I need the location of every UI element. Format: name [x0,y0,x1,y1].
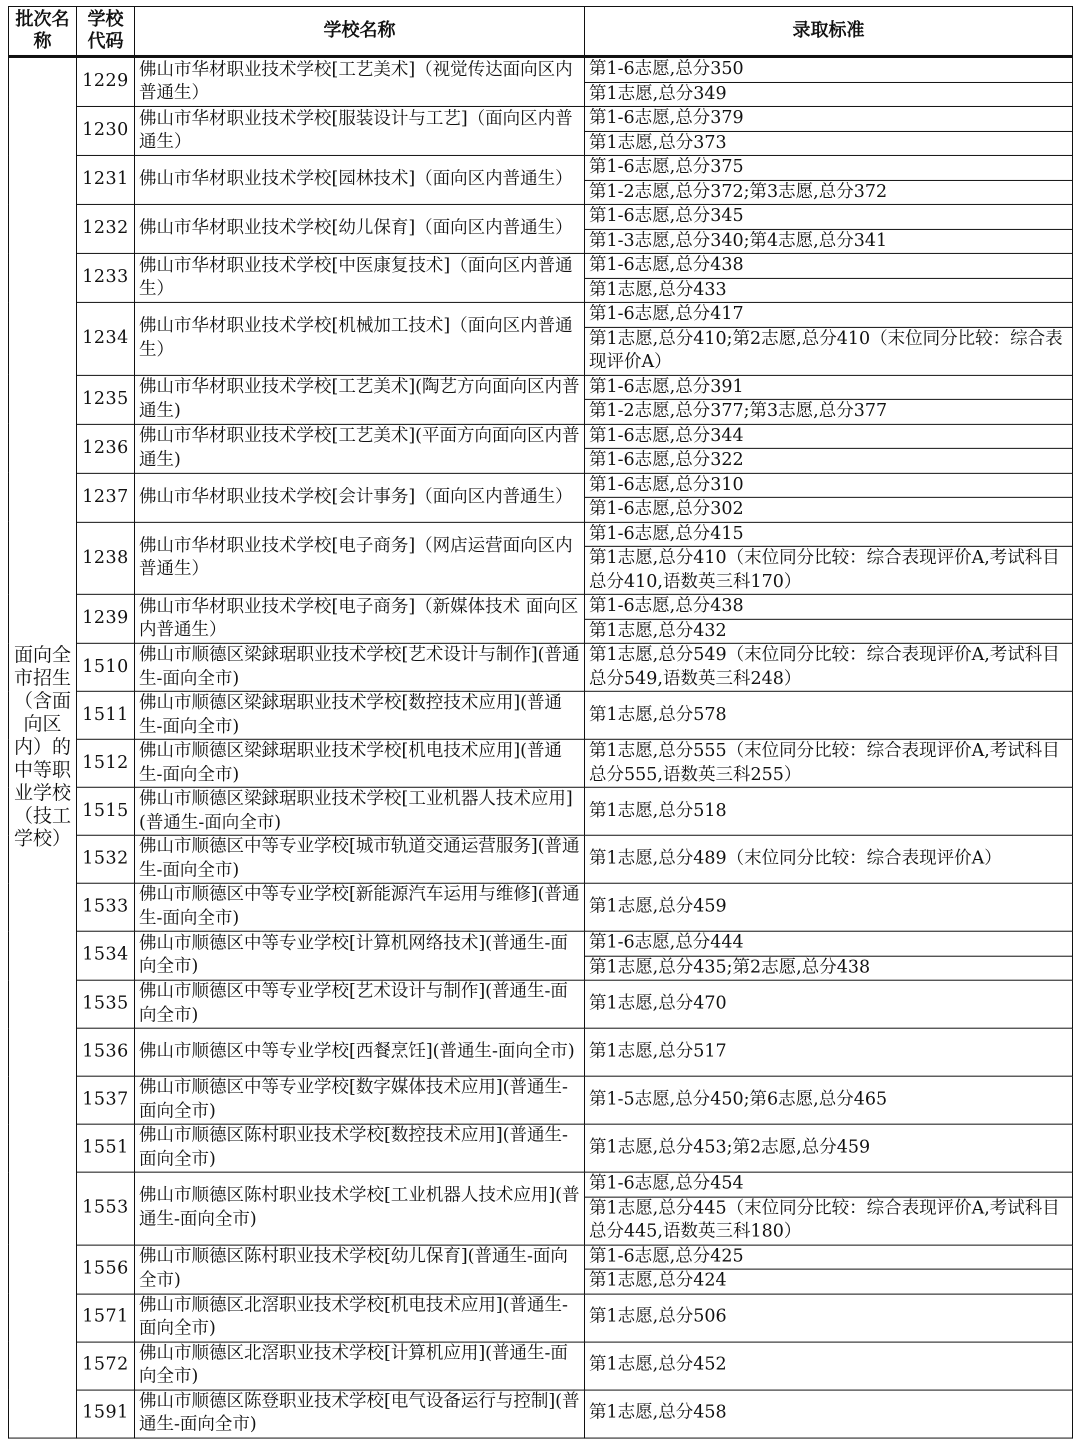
school-name-cell: 佛山市华材职业技术学校[服装设计与工艺]（面向区内普通生） [135,106,585,155]
table-row [9,931,1073,980]
school-code-cell: 1236 [77,424,135,473]
criteria-line: 第1-6志愿,总分310 [589,474,744,495]
table-row [9,1124,1073,1172]
school-code-cell: 1537 [77,1076,135,1124]
table-row [9,106,1073,155]
criteria-cell [585,643,1073,691]
school-code-cell: 1234 [77,302,135,374]
school-name-cell: 佛山市华材职业技术学校[园林技术]（面向区内普通生） [135,155,585,204]
criteria-cell [585,56,1073,106]
table-row [9,56,1073,106]
school-name-cell: 佛山市华材职业技术学校[电子商务]（新媒体技术 面向区内普通生） [135,594,585,643]
school-name-cell: 佛山市华材职业技术学校[工艺美术](平面方向面向区内普通生) [135,424,585,473]
criteria-line: 第1-6志愿,总分344 [589,425,744,446]
table-row [9,424,1073,473]
school-code-cell: 1237 [77,473,135,522]
header-row [9,6,1073,56]
school-name-cell: 佛山市华材职业技术学校[中医康复技术]（面向区内普通生） [135,253,585,302]
criteria-line: 第1志愿,总分433 [585,277,1072,301]
criteria-line: 第1-6志愿,总分379 [589,107,744,128]
criteria-line: 第1志愿,总分410（末位同分比较：综合表现评价A,考试科目总分410,语数英三科170） [585,546,1072,594]
criteria-cell [585,980,1073,1028]
school-code-cell: 1556 [77,1245,135,1294]
school-code-cell: 1553 [77,1172,135,1244]
school-code-cell: 1510 [77,643,135,691]
criteria-line: 第1-6志愿,总分391 [589,376,744,397]
school-code-cell: 1511 [77,691,135,739]
table-row [9,302,1073,374]
school-code-cell: 1515 [77,787,135,835]
table-row [9,1390,1073,1438]
criteria-cell [585,473,1073,522]
criteria-line: 第1-2志愿,总分377;第3志愿,总分377 [585,399,1072,423]
school-name-cell: 佛山市顺德区梁銶琚职业技术学校[艺术设计与制作](普通生-面向全市) [135,643,585,691]
criteria-cell [585,1028,1073,1076]
school-code-cell: 1512 [77,739,135,787]
table-row [9,835,1073,883]
table-row [9,1028,1073,1076]
table-row [9,253,1073,302]
school-code-cell: 1238 [77,522,135,594]
table-row [9,1342,1073,1390]
school-name-cell: 佛山市华材职业技术学校[工艺美术]（视觉传达面向区内普通生） [135,56,585,106]
criteria-cell [585,253,1073,302]
criteria-line: 第1-6志愿,总分417 [589,303,744,324]
school-code-cell: 1536 [77,1028,135,1076]
criteria-line: 第1志愿,总分410;第2志愿,总分410（末位同分比较：综合表现评价A） [585,326,1072,374]
school-name-cell: 佛山市顺德区北滘职业技术学校[计算机应用](普通生-面向全市) [135,1342,585,1390]
criteria-cell [585,739,1073,787]
table-row [9,1294,1073,1342]
criteria-line: 第1志愿,总分373 [585,130,1072,154]
table-row [9,980,1073,1028]
criteria-line: 第1志愿,总分459 [589,896,727,917]
criteria-line: 第1-5志愿,总分450;第6志愿,总分465 [589,1089,888,1110]
header-criteria: 录取标准 [585,6,1073,56]
school-code-cell: 1591 [77,1390,135,1438]
school-name-cell: 佛山市顺德区陈村职业技术学校[工业机器人技术应用](普通生-面向全市) [135,1172,585,1244]
criteria-cell [585,1294,1073,1342]
school-name-cell: 佛山市顺德区梁銶琚职业技术学校[工业机器人技术应用](普通生-面向全市) [135,787,585,835]
criteria-line: 第1志愿,总分470 [589,993,727,1014]
criteria-cell [585,155,1073,204]
school-code-cell: 1532 [77,835,135,883]
table-row [9,691,1073,739]
table-row [9,1172,1073,1244]
table-body [9,56,1073,1437]
school-name-cell: 佛山市华材职业技术学校[会计事务]（面向区内普通生） [135,473,585,522]
criteria-cell [585,106,1073,155]
school-name-cell: 佛山市顺德区中等专业学校[艺术设计与制作](普通生-面向全市) [135,980,585,1028]
criteria-line: 第1志愿,总分555（末位同分比较：综合表现评价A,考试科目总分555,语数英三科255） [589,740,1060,785]
header-name: 学校名称 [135,6,585,56]
header-batch: 批次名称 [9,6,77,56]
criteria-cell [585,1172,1073,1244]
table-row [9,473,1073,522]
criteria-line: 第1-6志愿,总分415 [589,523,744,544]
school-code-cell: 1230 [77,106,135,155]
school-name-cell: 佛山市顺德区中等专业学校[计算机网络技术](普通生-面向全市) [135,931,585,980]
criteria-cell [585,1076,1073,1124]
criteria-cell [585,302,1073,374]
school-name-cell: 佛山市顺德区中等专业学校[城市轨道交通运营服务](普通生-面向全市) [135,835,585,883]
criteria-line: 第1志愿,总分424 [585,1269,1072,1293]
criteria-cell [585,204,1073,253]
school-code-cell: 1535 [77,980,135,1028]
criteria-cell [585,594,1073,643]
criteria-line: 第1-6志愿,总分425 [589,1246,744,1267]
table-row [9,522,1073,594]
school-code-cell: 1232 [77,204,135,253]
criteria-cell [585,375,1073,424]
criteria-cell [585,691,1073,739]
header-code: 学校代码 [77,6,135,56]
criteria-line: 第1志愿,总分549（末位同分比较：综合表现评价A,考试科目总分549,语数英三科248） [589,644,1060,689]
criteria-cell [585,1342,1073,1390]
criteria-line: 第1志愿,总分578 [589,704,727,725]
table-row [9,155,1073,204]
criteria-line: 第1志愿,总分517 [589,1041,727,1062]
school-name-cell: 佛山市顺德区梁銶琚职业技术学校[机电技术应用](普通生-面向全市) [135,739,585,787]
criteria-cell [585,787,1073,835]
school-name-cell: 佛山市华材职业技术学校[机械加工技术]（面向区内普通生） [135,302,585,374]
school-code-cell: 1551 [77,1124,135,1172]
criteria-line: 第1-3志愿,总分340;第4志愿,总分341 [585,228,1072,252]
school-name-cell: 佛山市顺德区中等专业学校[新能源汽车运用与维修](普通生-面向全市) [135,883,585,931]
school-code-cell: 1572 [77,1342,135,1390]
table-row [9,375,1073,424]
school-code-cell: 1571 [77,1294,135,1342]
batch-name-cell: 面向全市招生（含面向区内）的中等职业学校（技工学校） [9,56,77,1437]
school-name-cell: 佛山市顺德区梁銶琚职业技术学校[数控技术应用](普通生-面向全市) [135,691,585,739]
table-row [9,643,1073,691]
school-name-cell: 佛山市顺德区陈登职业技术学校[电气设备运行与控制](普通生-面向全市) [135,1390,585,1438]
criteria-cell [585,931,1073,980]
criteria-line: 第1志愿,总分518 [589,800,727,821]
school-name-cell: 佛山市顺德区北滘职业技术学校[机电技术应用](普通生-面向全市) [135,1294,585,1342]
criteria-cell [585,883,1073,931]
school-code-cell: 1229 [77,56,135,106]
criteria-line: 第1-6志愿,总分444 [589,932,744,953]
school-code-cell: 1239 [77,594,135,643]
table-row [9,739,1073,787]
criteria-cell [585,1245,1073,1294]
criteria-line: 第1志愿,总分445（末位同分比较：综合表现评价A,考试科目总分445,语数英三科180） [585,1196,1072,1244]
criteria-line: 第1-2志愿,总分372;第3志愿,总分372 [585,179,1072,203]
table-row [9,787,1073,835]
criteria-cell [585,835,1073,883]
criteria-line: 第1-6志愿,总分438 [589,254,744,275]
criteria-line: 第1-6志愿,总分345 [589,205,744,226]
school-code-cell: 1233 [77,253,135,302]
table-row [9,883,1073,931]
school-name-cell: 佛山市顺德区陈村职业技术学校[数控技术应用](普通生-面向全市) [135,1124,585,1172]
school-code-cell: 1235 [77,375,135,424]
criteria-line: 第1-6志愿,总分350 [589,58,744,79]
school-code-cell: 1231 [77,155,135,204]
school-name-cell: 佛山市顺德区陈村职业技术学校[幼儿保育](普通生-面向全市) [135,1245,585,1294]
table-row [9,1076,1073,1124]
criteria-line: 第1志愿,总分458 [589,1402,727,1423]
criteria-line: 第1志愿,总分489（末位同分比较：综合表现评价A） [589,848,1002,869]
criteria-cell [585,424,1073,473]
criteria-line: 第1志愿,总分349 [585,81,1072,105]
school-name-cell: 佛山市华材职业技术学校[工艺美术](陶艺方向面向区内普通生) [135,375,585,424]
criteria-line: 第1志愿,总分506 [589,1306,727,1327]
criteria-line: 第1志愿,总分432 [585,618,1072,642]
admission-table-sheet [8,6,1073,1438]
school-name-cell: 佛山市华材职业技术学校[幼儿保育]（面向区内普通生） [135,204,585,253]
admission-table [8,6,1073,1438]
criteria-cell [585,1390,1073,1438]
school-code-cell: 1533 [77,883,135,931]
table-row [9,594,1073,643]
table-row [9,1245,1073,1294]
criteria-line: 第1-6志愿,总分375 [589,156,744,177]
school-name-cell: 佛山市顺德区中等专业学校[数字媒体技术应用](普通生-面向全市) [135,1076,585,1124]
criteria-line: 第1志愿,总分453;第2志愿,总分459 [589,1137,871,1158]
school-name-cell: 佛山市华材职业技术学校[电子商务]（网店运营面向区内普通生） [135,522,585,594]
school-name-cell: 佛山市顺德区中等专业学校[西餐烹饪](普通生-面向全市) [135,1028,585,1076]
table-row [9,204,1073,253]
criteria-line: 第1-6志愿,总分322 [585,448,1072,472]
criteria-cell [585,1124,1073,1172]
criteria-line: 第1-6志愿,总分302 [585,497,1072,521]
school-code-cell: 1534 [77,931,135,980]
criteria-cell [585,522,1073,594]
criteria-line: 第1志愿,总分452 [589,1354,727,1375]
criteria-line: 第1-6志愿,总分438 [589,595,744,616]
criteria-line: 第1-6志愿,总分454 [589,1173,744,1194]
criteria-line: 第1志愿,总分435;第2志愿,总分438 [585,955,1072,979]
